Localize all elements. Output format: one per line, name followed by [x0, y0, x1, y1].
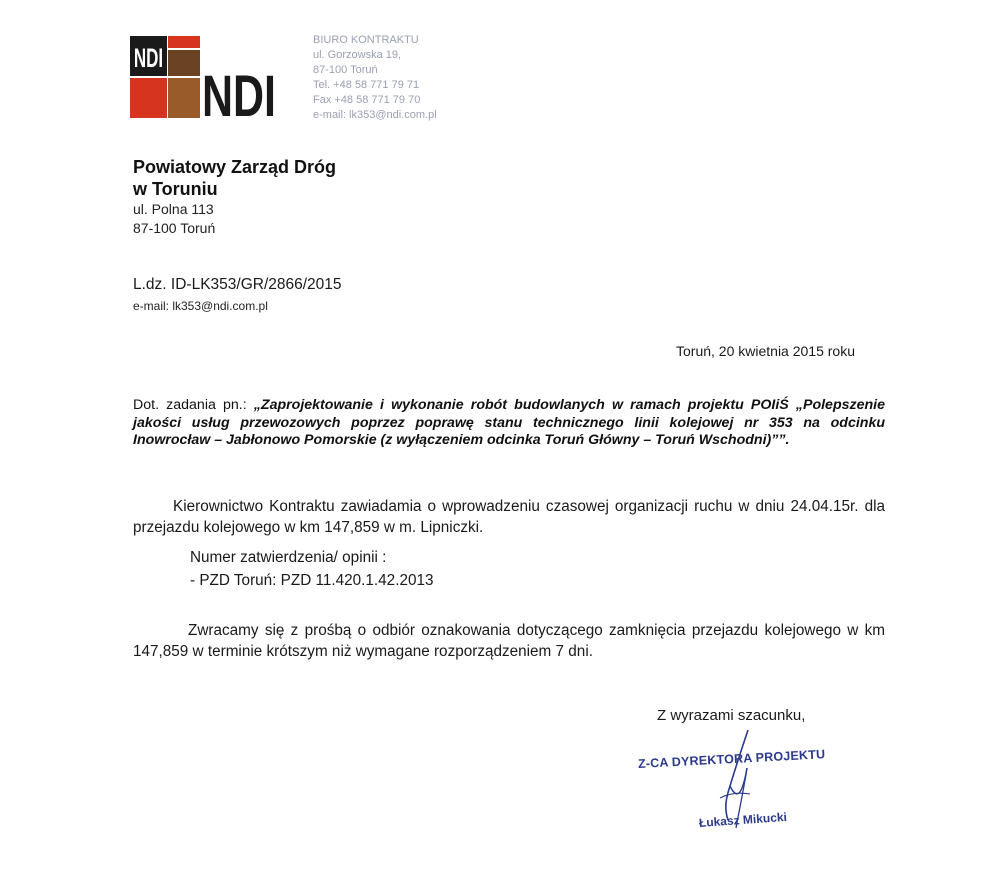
- logo-large-text: NDI: [202, 64, 276, 129]
- office-line: ul. Gorzowska 19,: [313, 49, 402, 61]
- body-paragraph-1: Kierownictwo Kontraktu zawiadamia o wprowadzeniu czasowej organizacji ruchu w dniu 24.04.15r. dla przejazdu kolejowego w km 147,859 w m. Lipniczki.: [133, 498, 885, 536]
- stamp-role: Z-CA DYREKTORA PROJEKTU: [637, 747, 826, 771]
- ndi-logo: [130, 34, 278, 129]
- subject-title: „Zaprojektowanie i wykonanie robót budowlanych w ramach projektu POIiŚ „Polepszenie jakości usług przewozowych poprzez poprawę stanu technicznego linii kolejowej nr 353 na odcinku Inowrocław – Jabłonowo Pomorskie (z wyłączeniem odcinka Toruń Główny – Toruń Wschodni)””.: [133, 397, 885, 448]
- recipient-block: [133, 156, 336, 238]
- logo-small-text: NDI: [133, 41, 164, 73]
- reference-email: e-mail: lk353@ndi.com.pl: [133, 299, 268, 313]
- approval-label: Numer zatwierdzenia/ opinii :: [190, 549, 387, 566]
- body-paragraph-2: Zwracamy się z prośbą o odbiór oznakowania dotyczącego zamknięcia przejazdu kolejowego w km 147,859 w terminie krótszym niż wymagane rozporządzeniem 7 dni.: [133, 622, 885, 660]
- logo-dark-bar: [168, 50, 200, 76]
- office-line: 87-100 Toruń: [313, 64, 378, 76]
- recipient-name-line1: Powiatowy Zarząd Dróg: [133, 157, 337, 177]
- office-line: e-mail: lk353@ndi.com.pl: [313, 109, 437, 121]
- stamp-name: Łukasz Mikucki: [698, 809, 788, 830]
- recipient-street: ul. Polna 113: [133, 201, 214, 217]
- reference-number: L.dz. ID-LK353/GR/2866/2015: [133, 276, 342, 293]
- closing-phrase: Z wyrazami szacunku,: [657, 707, 806, 724]
- subject-paragraph: [133, 397, 885, 450]
- approval-value: - PZD Toruń: PZD 11.420.1.42.2013: [190, 572, 434, 589]
- office-line: Fax +48 58 771 79 70: [313, 94, 421, 106]
- letter-date: Toruń, 20 kwietnia 2015 roku: [676, 343, 855, 359]
- handwritten-signature: [690, 728, 780, 838]
- office-line: Tel. +48 58 771 79 71: [313, 79, 420, 91]
- office-address: [313, 33, 437, 123]
- logo-red-bar-top: [168, 36, 200, 48]
- logo-brown-square: [168, 78, 200, 118]
- office-line: BIURO KONTRAKTU: [313, 34, 419, 46]
- recipient-name-line2: w Toruniu: [133, 179, 218, 199]
- recipient-city: 87-100 Toruń: [133, 220, 216, 236]
- approval-block: [190, 546, 433, 592]
- logo-red-square: [130, 78, 167, 118]
- subject-lead: Dot. zadania pn.:: [133, 397, 254, 413]
